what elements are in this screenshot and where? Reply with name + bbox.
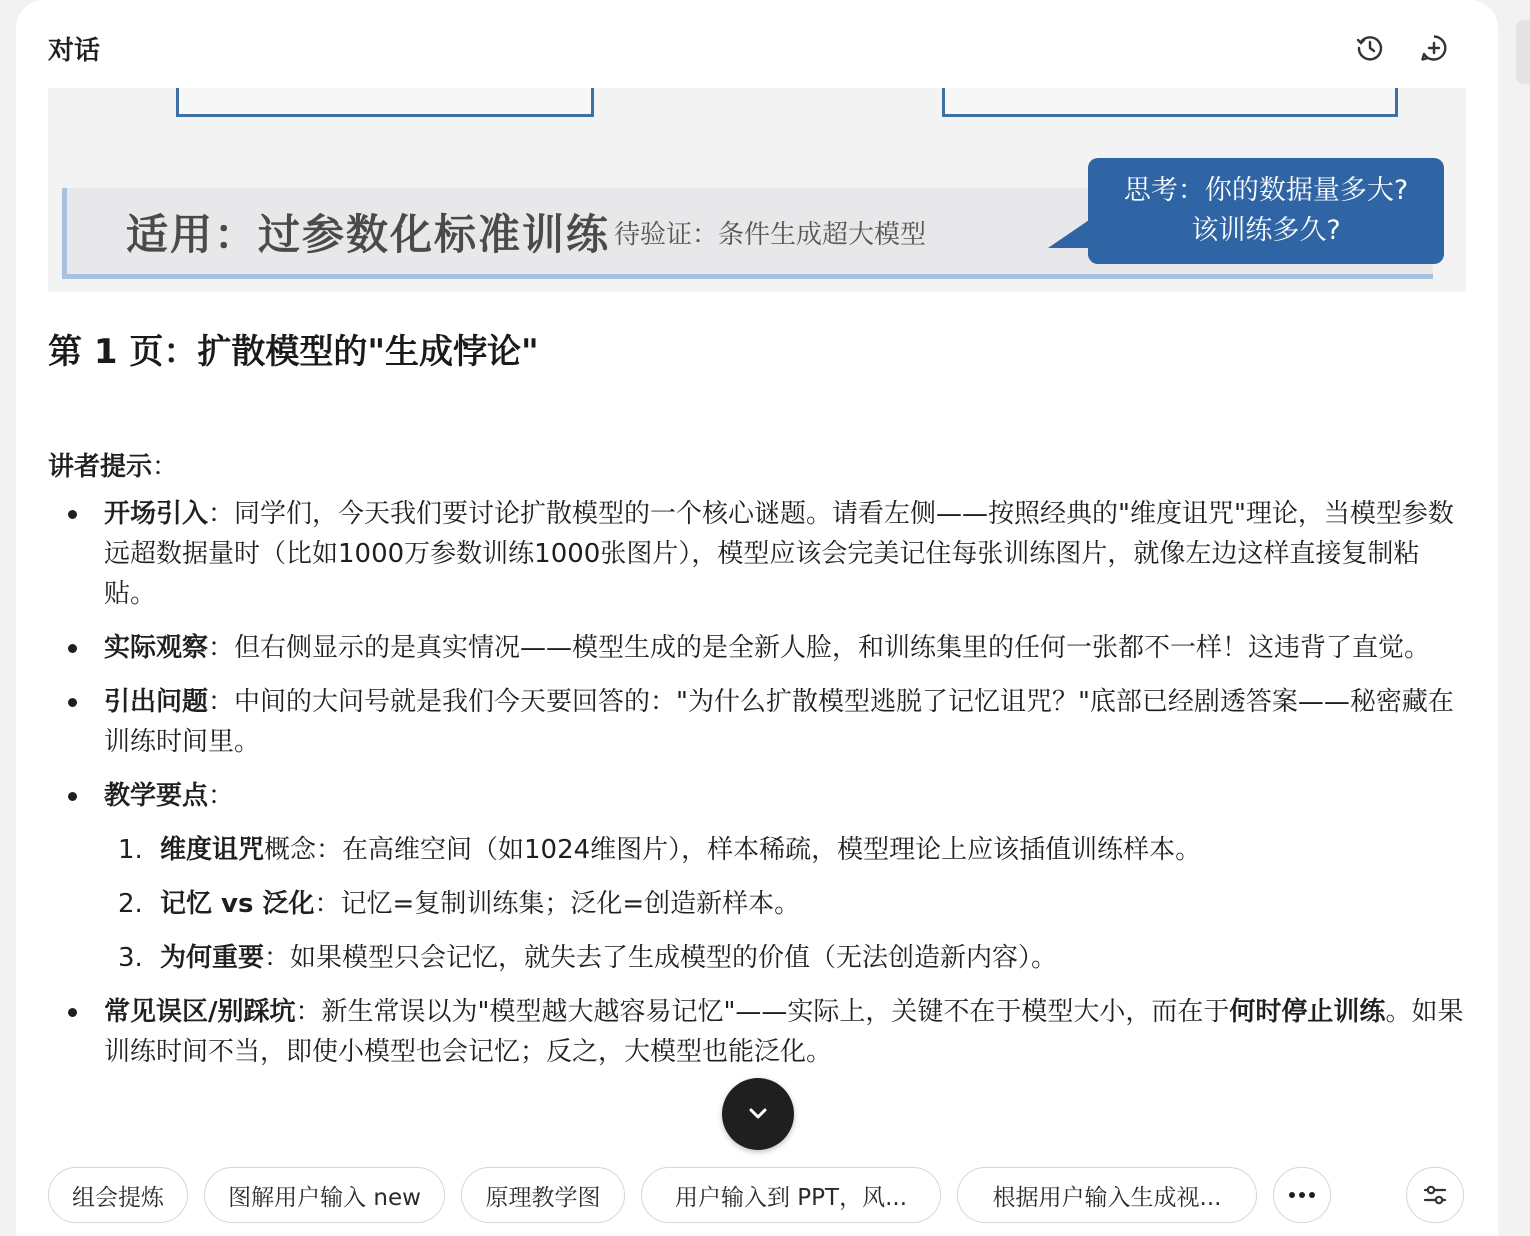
new-chat-icon [1419,33,1449,63]
list-item [48,628,1468,668]
bullet-label: 教学要点 [104,781,209,811]
item-number: 2. [118,889,143,919]
suggestion-chip[interactable]: 图解用户输入 new [204,1167,445,1223]
hint-list [48,494,1468,1086]
sub-label: 记忆 vs 泛化 [160,889,315,919]
teaching-points-list [104,830,1468,978]
sliders-icon [1421,1181,1449,1209]
bullet-label: 实际观察 [104,633,209,663]
list-item [48,776,1468,978]
sub-text: 概念：在高维空间（如1024维图片），样本稀疏，模型理论上应该插值训练样本。 [264,835,1202,865]
settings-button[interactable] [1406,1167,1464,1223]
more-button[interactable] [1273,1167,1331,1223]
chat-panel [16,0,1498,1236]
sub-label: 维度诅咒 [160,835,265,865]
bullet-label: 引出问题 [104,687,209,717]
slide-main-text: 适用：过参数化标准训练 [126,210,611,259]
suggestion-chip[interactable]: 根据用户输入生成视... [957,1167,1257,1223]
section-heading: 第 1 页：扩散模型的"生成悖论" [48,332,539,372]
bullet-text: ：中间的大问号就是我们今天要回答的："为什么扩散模型逃脱了记忆诅咒？"底部已经剧透答案——秘密藏在训练时间里。 [104,687,1454,757]
bullet-text: ： [208,781,235,811]
bubble-line-2: 该训练多久? [1191,215,1341,246]
history-button[interactable] [1352,30,1388,66]
sub-label: 为何重要 [160,943,265,973]
suggestion-chip[interactable]: 原理教学图 [461,1167,625,1223]
sub-text: ：如果模型只会记忆，就失去了生成模型的价值（无法创造新内容）。 [264,943,1058,973]
speaker-hint-label [48,446,178,483]
list-item [48,494,1468,614]
more-icon [1288,1191,1316,1199]
sub-list-item [104,938,1468,978]
slide-image [48,88,1466,292]
sub-list-item [104,884,1468,924]
page-title: 对话 [48,36,101,66]
bullet-text: ：同学们，今天我们要讨论扩散模型的一个核心谜题。请看左侧——按照经典的"维度诅咒"理论，当模型参数远超数据量时（比如1000万参数训练1000张图片），模型应该会完美记住每张训练图片，就像左边这样直接复制粘贴。 [104,499,1454,609]
bullet-text: ：但右侧显示的是真实情况——模型生成的是全新人脸，和训练集里的任何一张都不一样！这违背了直觉。 [208,633,1431,663]
thought-bubble [1088,158,1444,264]
scroll-to-bottom-button[interactable] [722,1078,794,1150]
suggestion-chip[interactable]: 用户输入到 PPT，风... [641,1167,941,1223]
item-number: 1. [118,835,143,865]
bullet-label: 常见误区/别踩坑 [104,997,296,1027]
slide-right-box [942,88,1398,117]
new-chat-button[interactable] [1416,30,1452,66]
bubble-tail [1048,218,1092,248]
suggestion-chip[interactable]: 组会提炼 [48,1167,188,1223]
chevron-down-icon [744,1100,772,1128]
bubble-line-1: 思考：你的数据量多大? [1123,175,1409,206]
side-panel-edge [1516,20,1530,84]
hint-label-colon: ： [152,452,179,482]
hint-label-text: 讲者提示 [48,452,153,482]
list-item [48,682,1468,762]
sub-text: ：记忆=复制训练集；泛化=创造新样本。 [314,889,801,919]
slide-left-box [176,88,594,117]
bullet-label: 开场引入 [104,499,209,529]
slide-sub-text: 待验证：条件生成超大模型 [614,220,927,250]
bullet-emphasis: 何时停止训练 [1229,997,1386,1027]
list-item [48,992,1468,1072]
sub-list-item [104,830,1468,870]
bullet-text: ：新生常误以为"模型越大越容易记忆"——实际上，关键不在于模型大小，而在于 [295,997,1230,1027]
history-icon [1355,33,1385,63]
bullet-text: 。如果训练时间不当，即使小模型也会记忆；反之，大模型也能泛化。 [104,997,1464,1067]
item-number: 3. [118,943,143,973]
